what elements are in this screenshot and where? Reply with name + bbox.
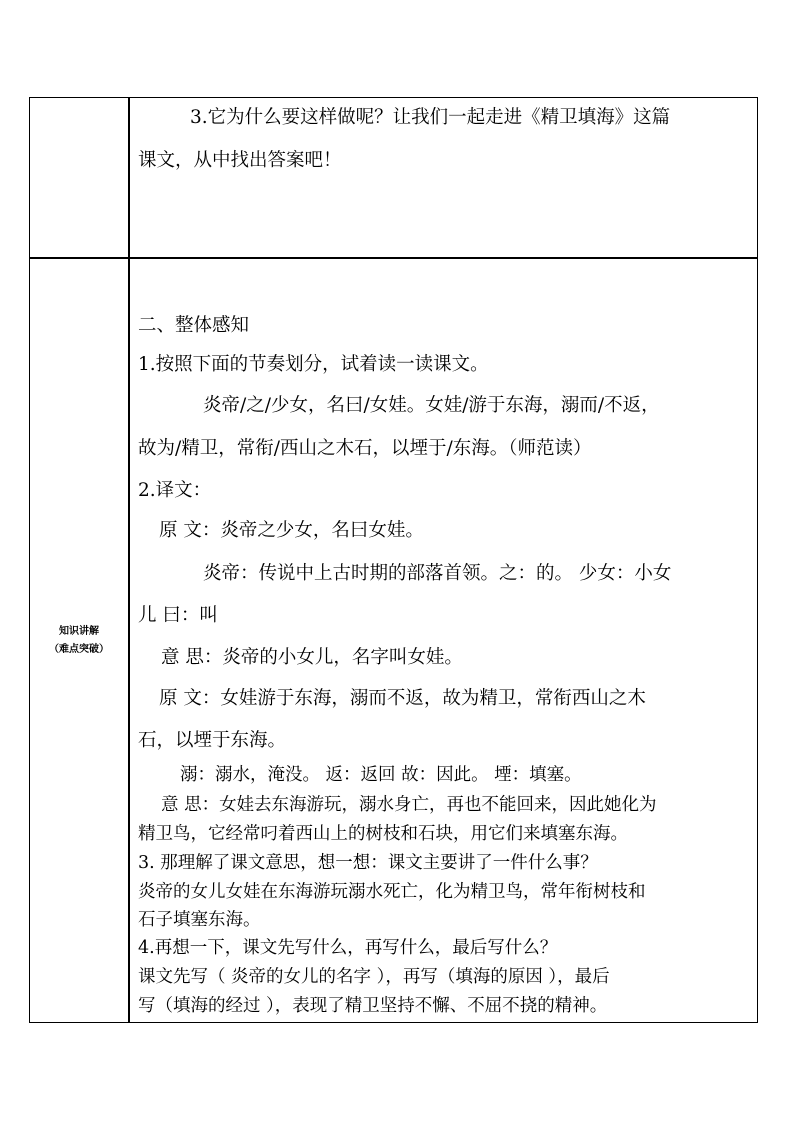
question-3: 3. 那理解了课文意思，想一想：课文主要讲了一件什么事？ xyxy=(138,853,598,873)
note-2: 溺：溺水，淹没。 返：返回 故：因此。 堙：填塞。 xyxy=(180,765,582,785)
meaning-2-line1: 意 思：女娃去东海游玩，溺水身亡，再也不能回来，因此她化为 xyxy=(161,795,657,815)
answer-4-line2: 写（填海的经过 ），表现了精卫坚持不懈、不屈不挠的精神。 xyxy=(138,996,608,1016)
row-label-title: 知识讲解 xyxy=(59,626,99,637)
column-divider xyxy=(128,97,130,1023)
meaning-2-line2: 精卫鸟，它经常叼着西山上的树枝和石块，用它们来填塞东海。 xyxy=(138,824,628,844)
question-2: 2.译文： xyxy=(138,480,212,501)
section-heading: 二、整体感知 xyxy=(138,315,250,336)
rhythm-line-2: 故为/精卫，常衔/西山之木石，以堙于/东海。（师范读） xyxy=(138,438,592,459)
note-1-line1: 炎帝：传说中上古时期的部落首领。之：的。 少女：小女 xyxy=(203,563,672,584)
intro-question-line2: 课文，从中找出答案吧！ xyxy=(138,150,342,171)
rhythm-line-1: 炎帝/之/少女，名曰/女娃。女娃/游于东海，溺而/不返， xyxy=(203,395,660,416)
answer-4-line1: 课文先写（ 炎帝的女儿的名字 ），再写（填海的原因 ），最后 xyxy=(138,967,610,987)
question-1: 1.按照下面的节奏划分，试着读一读课文。 xyxy=(138,354,489,375)
original-text-1: 原 文：炎帝之少女，名曰女娃。 xyxy=(159,520,424,541)
row-label-subtitle: （难点突破） xyxy=(49,644,109,655)
note-1-line2: 儿 曰：叫 xyxy=(138,605,218,626)
original-text-2-line2: 石，以堙于东海。 xyxy=(138,730,287,751)
row-divider xyxy=(29,257,758,259)
answer-3-line2: 石子填塞东海。 xyxy=(138,910,261,930)
meaning-1: 意 思：炎帝的小女儿，名字叫女娃。 xyxy=(161,647,463,668)
question-4: 4.再想一下，课文先写什么，再写什么，最后写什么？ xyxy=(138,938,558,958)
original-text-2-line1: 原 文：女娃游于东海，溺而不返，故为精卫，常衔西山之木 xyxy=(159,688,646,709)
intro-question-line1: 3.它为什么要这样做呢？让我们一起走进《精卫填海》这篇 xyxy=(190,107,671,128)
answer-3-line1: 炎帝的女儿女娃在东海游玩溺水死亡，化为精卫鸟，常年衔树枝和 xyxy=(138,882,646,902)
